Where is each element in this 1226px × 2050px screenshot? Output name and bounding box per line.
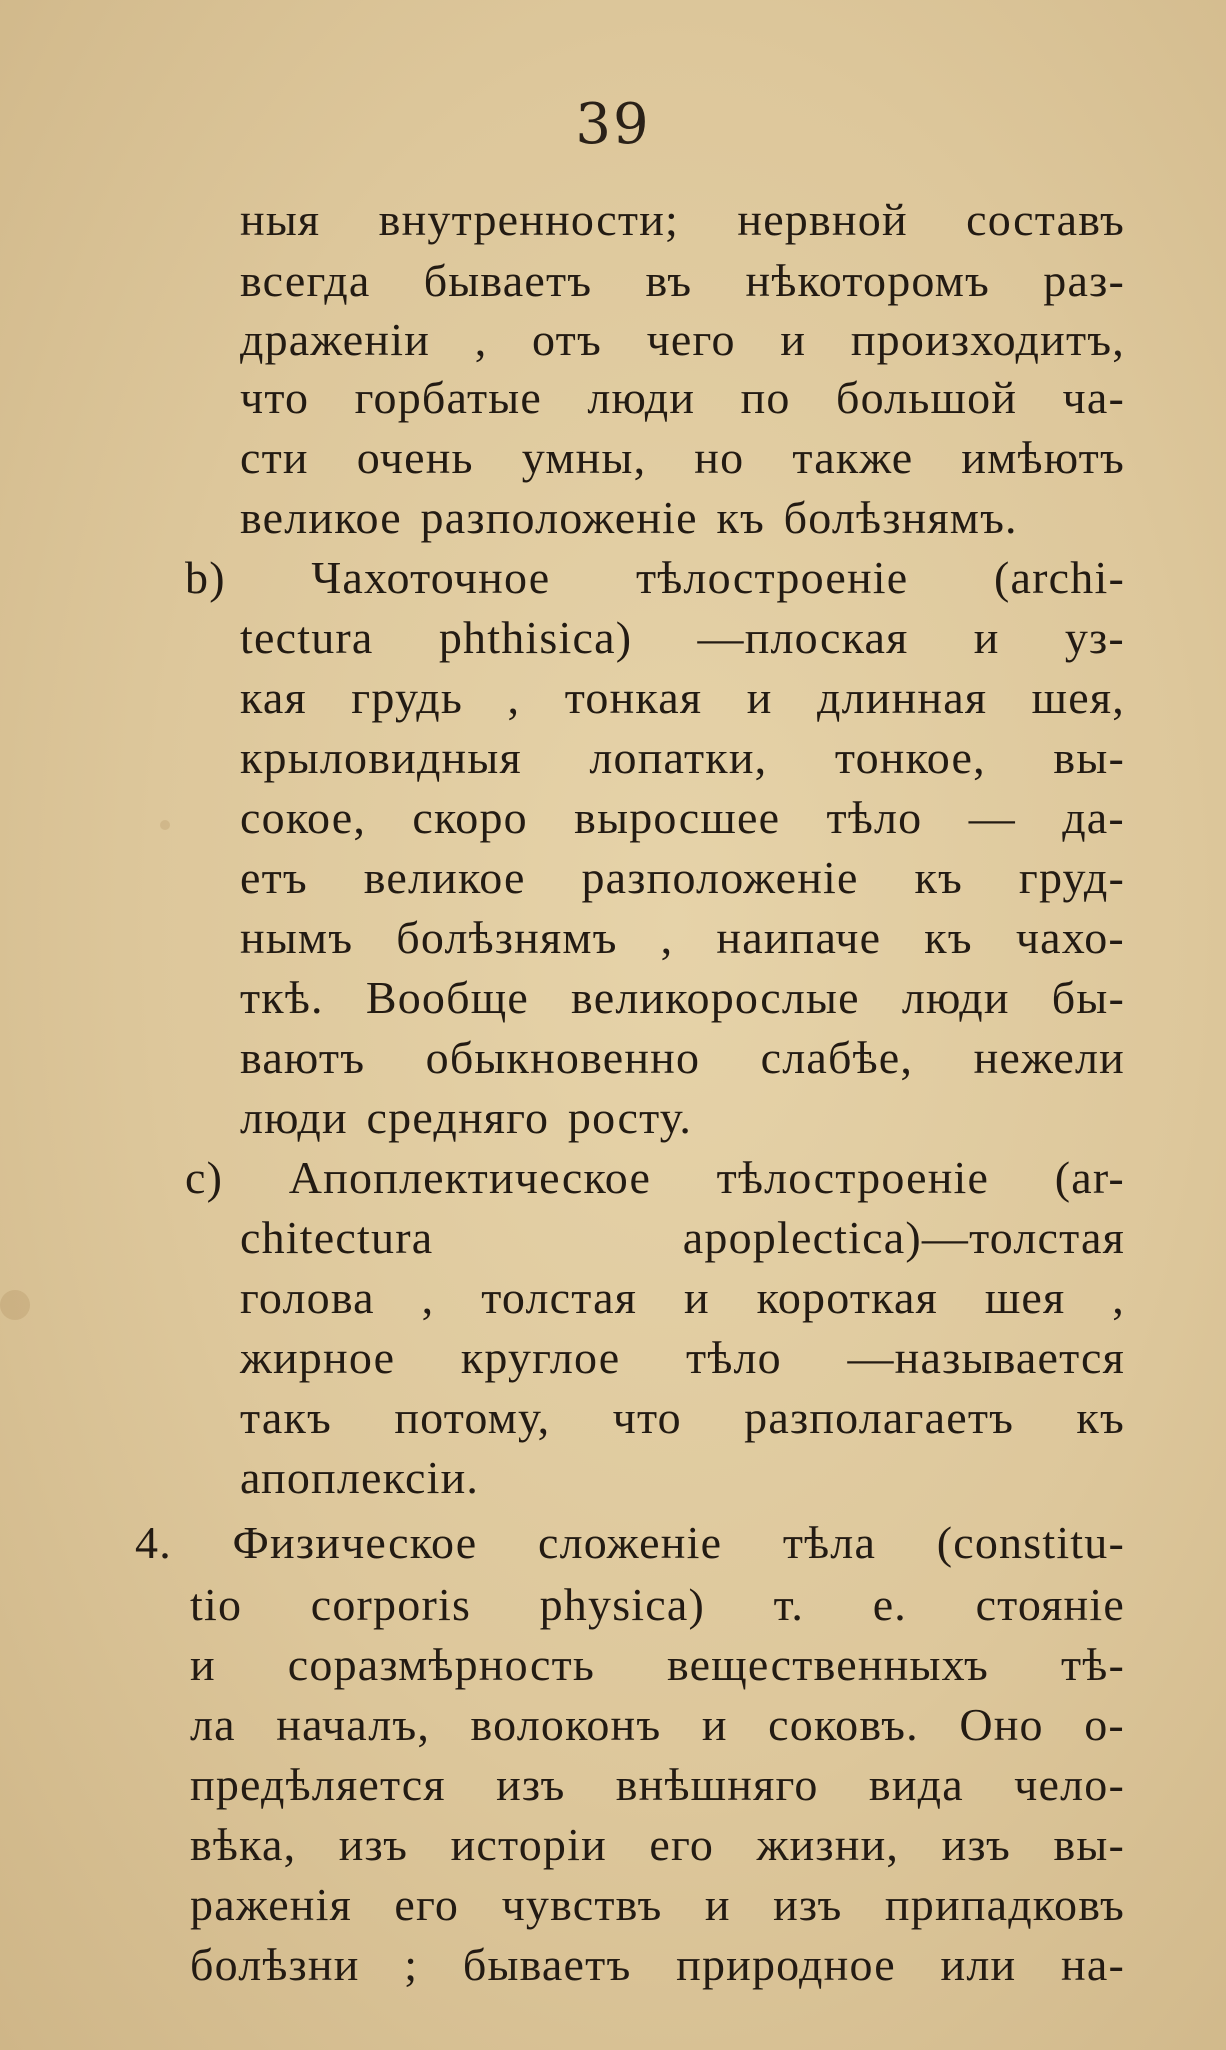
text-line: вѣка, изъ исторіи его жизни, изъ вы- (190, 1819, 1125, 1870)
text-line: нымъ болѣзнямъ , наипаче къ чахо- (240, 912, 1125, 963)
text-line: ныя внутренности; нервной составъ (240, 194, 1125, 245)
text-line: tectura phthisica) —плоская и уз- (240, 612, 1125, 663)
text-line: апоплексіи. (240, 1452, 480, 1503)
text-line: сокое, скоро выросшее тѣло — да- (240, 792, 1125, 843)
text-line: великое разположеніе къ болѣзнямъ. (240, 492, 1018, 543)
text-line: болѣзни ; бываетъ природное или на- (190, 1939, 1125, 1990)
text-line: драженіи , отъ чего и произходитъ, (240, 314, 1125, 365)
text-line: ла началъ, волоконъ и соковъ. Оно о- (190, 1699, 1125, 1750)
text-line: всегда бываетъ въ нѣкоторомъ раз- (240, 255, 1125, 306)
text-line: кая грудь , тонкая и длинная шея, (240, 672, 1125, 723)
text-line: ткѣ. Вообще великорослые люди бы- (240, 972, 1125, 1023)
text-line: b) Чахоточное тѣлостроеніе (archi- (185, 552, 1125, 603)
text-line: 4. Физическое сложеніе тѣла (constitu- (135, 1517, 1125, 1568)
text-line: раженія его чувствъ и изъ припадковъ (190, 1879, 1125, 1930)
text-line: етъ великое разположеніе къ груд- (240, 852, 1125, 903)
text-line: tio corporis physica) т. е. стояніе (190, 1579, 1125, 1630)
text-line: сти очень умны, но также имѣютъ (240, 432, 1125, 483)
text-line: жирное круглое тѣло —называется (240, 1332, 1125, 1383)
text-line: что горбатые люди по большой ча- (240, 372, 1125, 423)
text-line: такъ потому, что разполагаетъ къ (240, 1392, 1125, 1443)
text-line: крыловидныя лопатки, тонкое, вы- (240, 732, 1125, 783)
text-line: chitectura apoplectica)—толстая (240, 1212, 1125, 1263)
page-number: 39 (575, 92, 651, 157)
text-line: люди средняго росту. (240, 1092, 693, 1143)
text-line: и соразмѣрность вещественныхъ тѣ- (190, 1639, 1125, 1690)
text-line: голова , толстая и короткая шея , (240, 1272, 1125, 1323)
text-line: c) Апоплектическое тѣлостроеніе (ar- (185, 1152, 1125, 1203)
paper-stain (0, 1290, 30, 1320)
text-line: предѣляется изъ внѣшняго вида чело- (190, 1759, 1125, 1810)
text-line: ваютъ обыкновенно слабѣе, нежели (240, 1032, 1125, 1083)
paper-stain (160, 820, 170, 830)
